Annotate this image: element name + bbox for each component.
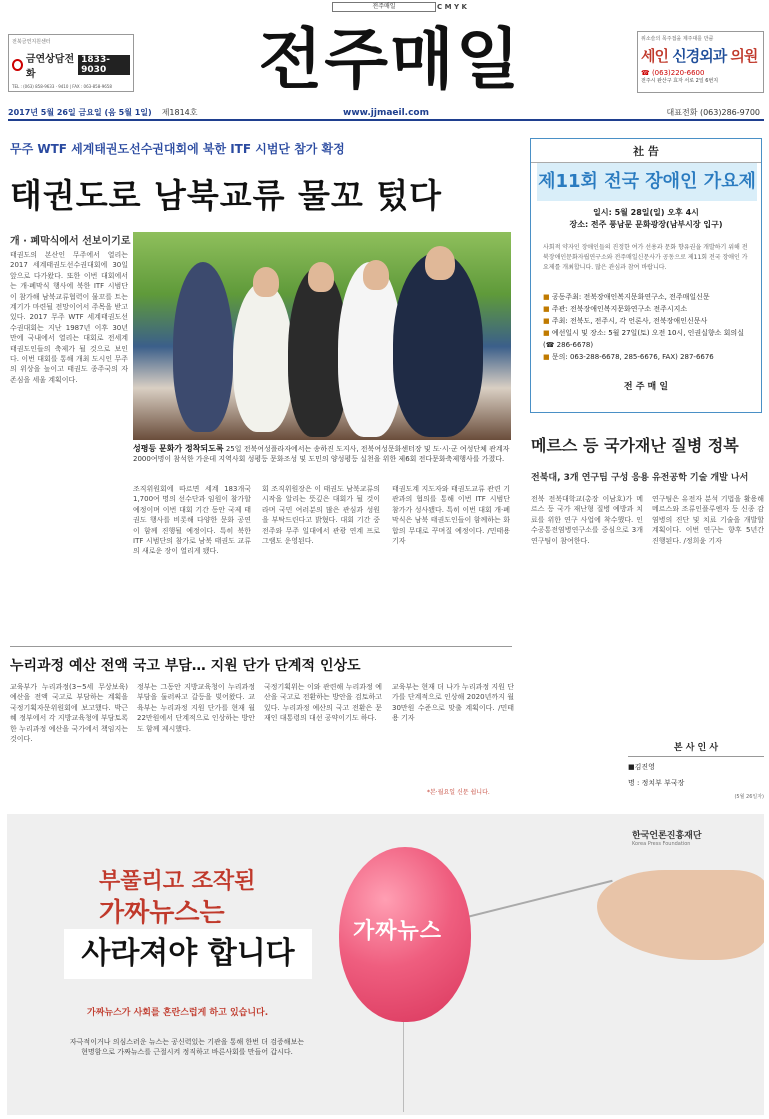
fake-news-ad[interactable] [7, 814, 764, 1115]
ad-line-5: 자극적이거나 의심스러운 뉴스는 공신력있는 기관을 통해 한번 더 검증해보는 현명함으로 가짜뉴스를 근절시켜 정직하고 바른사회를 만들어 갑시다. [69, 1038, 305, 1056]
ad-clinic-brand-c: 의원 [730, 47, 758, 65]
ad-line-4: 가짜뉴스가 사회를 혼란스럽게 하고 있습니다. [87, 1008, 269, 1018]
ad-clinic[interactable] [637, 31, 764, 93]
lead-column-4: 태권도계 지도자와 태권도교류 관련 기관과의 협의를 통해 이번 ITF 시범단 참가가 성사됐다. 특히 이번 대회 개·폐막식은 남북 태권도인들이 함께하는 화합의 무대로 꾸며질 예정이다. /민태용 기자 [392, 485, 510, 546]
ad-clinic-brand-a: 세인 [641, 47, 668, 65]
press-foundation-name: 한국언론진흥재단 [632, 831, 702, 841]
ad-quit-smoking[interactable] [8, 34, 134, 92]
issue-number: 제1814호 [161, 108, 198, 117]
notice-list [543, 291, 755, 363]
lead-photo[interactable] [133, 232, 511, 440]
side-column-1: 전북 전북대학교(총장 이남호)가 메르스 등 국가 재난형 질병 예방과 치료를 위한 연구 사업에 착수했다. 인수공통전염병연구소를 중심으로 3개 연구팀이 참여한다. [531, 495, 643, 545]
side-column-2: 연구팀은 유전자 분석 기법을 활용해 메르스와 조류인플루엔자 등 신종 감염병의 진단 및 치료 기술을 개발할 계획이다. 이번 연구는 향후 5년간 진행된다. /정희윤 기자 [652, 495, 764, 545]
hand-image [597, 870, 764, 960]
notice-item: ■ 주최: 전북도, 전주시, 각 언론사, 전북장애인신문사 [543, 315, 755, 327]
ad-hotline-label: 금연상담전화 [25, 54, 75, 80]
second-column-1: 교육부가 누리과정(3~5세 무상보육) 예산을 전액 국고로 부담하는 계획을 국정기획자문위원회에 보고했다. 박근혜 정부에서 각 지방교육청에 부담토록 한 누리과정 예산을 국가에서 책임지는 것이다. [10, 683, 128, 744]
photo-caption [133, 444, 511, 464]
personnel-date: (5월 26일자) [734, 794, 764, 800]
ad-clinic-brand-b: 신경외과 [672, 47, 727, 65]
lead-column-3: 회 조직위원장은 이 태권도 남북교류의 시작을 알리는 뜻깊은 대회가 될 것이라며 국민 여러분의 많은 관심과 성원을 부탁드린다고 밝혔다. 대회 기간 중 전주와 무주 일대에서 관광 연계 프로그램도 운영된다. [262, 485, 380, 546]
side-subhead: 전북대, 3개 연구팀 구성 응용 유전공학 기술 개발 나서 [531, 473, 749, 483]
notice-box[interactable] [530, 138, 762, 413]
notice-item: ■ 공동주최: 전북장애인복지문화연구소, 전주매일신문 [543, 291, 755, 303]
ad-clinic-address: 전주시 완산구 효자 서로 2일 6번지 [641, 78, 719, 84]
notice-banner: 제11회 전국 장애인 가요제 [537, 163, 757, 201]
ad-clinic-top: 위소슬의 목주접을 제주대를 만큼 [641, 36, 714, 42]
main-phone: 대표전화 (063)286-9700 [666, 108, 760, 117]
ad-clinic-brand [641, 45, 760, 66]
ad-hotline [12, 50, 130, 80]
press-foundation-en: Korea Press Foundation [632, 841, 691, 847]
lead-column-1: 태권도의 본산인 무주에서 열리는 2017 세계태권도선수권대회에 30일 앞으로 다가왔다. 또한 이번 대회에서는 개·폐막식 행사에 북한 ITF 시범단이 참가해 남북교류협력이 물꼬를 트는 계기가 마련될 전망이어서 주목을 받고 있다. 2017 무주 WTF 세계태권도선수권대회는 지난 1987년 이후 30년 만에 국내에서 열리는 대회로 전세계 태권도인들의 축제가 될 것으로 보인다. 이번 대회를 통해 개최 도시인 무주의 위상을 높이고 태권도 종주국의 자존심을 세울 계획이다. [10, 251, 128, 384]
side-headline[interactable]: 메르스 등 국가재난 질병 정복 [531, 436, 739, 455]
second-column-2: 정부는 그동안 지방교육청이 누리과정 부담을 둘러싸고 갈등을 빚어왔다. 교육부는 누리과정 지원 단가를 현재 월 22만원에서 단계적으로 인상하는 방안도 함께 제시했다. [137, 683, 255, 733]
balloon-text: 가짜뉴스 [353, 919, 443, 944]
no-smoking-icon [12, 59, 23, 71]
ad-address: TEL : (063) 858-9633 · 9410 | FAX : 063-858-9658 [12, 84, 112, 89]
second-headline[interactable]: 누리과정 예산 전액 국고 부담… 지원 단가 단계적 인상도 [10, 658, 361, 674]
ad-sponsor: 전북금연지원센터 [12, 39, 51, 45]
notice-time-line2: 장소: 전주 풍남문 문화광장(남부시장 입구) [569, 220, 723, 229]
notice-item: ■ 주관: 전북장애인복지문화연구소 전주시지소 [543, 303, 755, 315]
notice-time-line1: 일시: 5월 28일(일) 오후 4시 [593, 208, 699, 217]
notice-signature: 전 주 매 일 [623, 382, 669, 392]
holiday-note: *본·월요일 신문 쉽니다. [427, 789, 490, 796]
notice-heading: 社 告 [531, 143, 761, 163]
second-column-4: 교육부는 현재 더 나가 누리과정 지원 단가를 단계적으로 인상해 2020년까지 월 30만원 수준으로 맞출 계획이다. /민태용 기자 [392, 683, 514, 723]
ad-line-1: 부풀리고 조작된 [99, 869, 256, 894]
ad-hotline-number: 1833-9030 [78, 55, 130, 75]
newspaper-logo[interactable]: 전주매일 [258, 21, 522, 98]
lead-kicker: 무주 WTF 세계태권도선수권대회에 북한 ITF 시범단 참가 확정 [10, 142, 345, 156]
cmyk-mark: C M Y K [437, 3, 467, 11]
lead-headline[interactable]: 태권도로 남북교류 물꼬 텄다 [10, 176, 443, 215]
balloon-string [403, 1022, 404, 1112]
registration-mark: 전주매일 [332, 2, 436, 12]
personnel-title: 본 사 인 사 [628, 740, 764, 757]
ad-line-3: 사라져야 합니다 [64, 929, 312, 979]
personnel-notice [628, 740, 764, 800]
ad-clinic-tel: ☎ (063)220-6600 [641, 69, 705, 77]
notice-time [531, 207, 761, 231]
second-column-3: 국정기획위는 이와 관련해 누리과정 예산을 국고로 전환하는 방안을 검토하고 있다. 누리과정 예산의 국고 전환은 문재인 대통령의 대선 공약이기도 하다. [264, 683, 382, 723]
lead-column-2: 조직위원회에 따르면 세계 183개국 1,700여 명의 선수단과 임원이 참가할 예정이며 이번 대회 기간 동안 국제 태권도 행사를 비롯해 다양한 문화 공연이 함께 진행될 예정이다. 특히 북한 ITF 시범단의 참가로 남북 태권도 교류의 새로운 장이 열리게 됐다. [133, 485, 251, 556]
personnel-name: ■김진영 [628, 763, 655, 771]
issue-date: 2017년 5월 26일 금요일 (음 5월 1일) [8, 108, 152, 117]
needle-image [463, 880, 613, 919]
notice-item: ■ 예선일시 및 장소: 5월 27일(토) 오전 10시, 인권실향소 회의실 (☎ 286-6678) [543, 327, 755, 351]
ad-line-2: 가짜뉴스는 [99, 898, 225, 928]
lead-subhead: 개 · 폐막식에서 선보이기로 [10, 236, 131, 247]
site-link[interactable]: www.jjmaeil.com [343, 107, 429, 118]
divider [10, 646, 512, 647]
press-foundation-logo [632, 828, 702, 847]
caption-text: 25일 전북여성플라자에서는 송하진 도지사, 전북여성문화센터장 및 도·시·군 여성단체 관계자 2000여명이 참석한 가운데 지역사회 성평등 문화조성 및 도민의 양성평등 실천을 위한 제6회 전다문화축제행사를 가졌다. [133, 445, 510, 463]
caption-title: 성평등 문화가 정착되도록 [133, 444, 224, 453]
notice-intro: 사회적 약자인 장애인들의 진정한 여가 선용과 문화 향유권을 개발하기 위해 전북장애인문화자립연구소와 전주매일신문사가 공동으로 제11회 전국 장애인 가요제를 개최합니다. 많은 관심과 참여 바랍니다. [543, 244, 748, 271]
personnel-role: 명 : 정치부 부국장 [628, 779, 685, 787]
dateline-bar [8, 106, 764, 121]
notice-item: ■ 문의: 063-288-6678, 285-6676, FAX) 287-6676 [543, 351, 755, 363]
